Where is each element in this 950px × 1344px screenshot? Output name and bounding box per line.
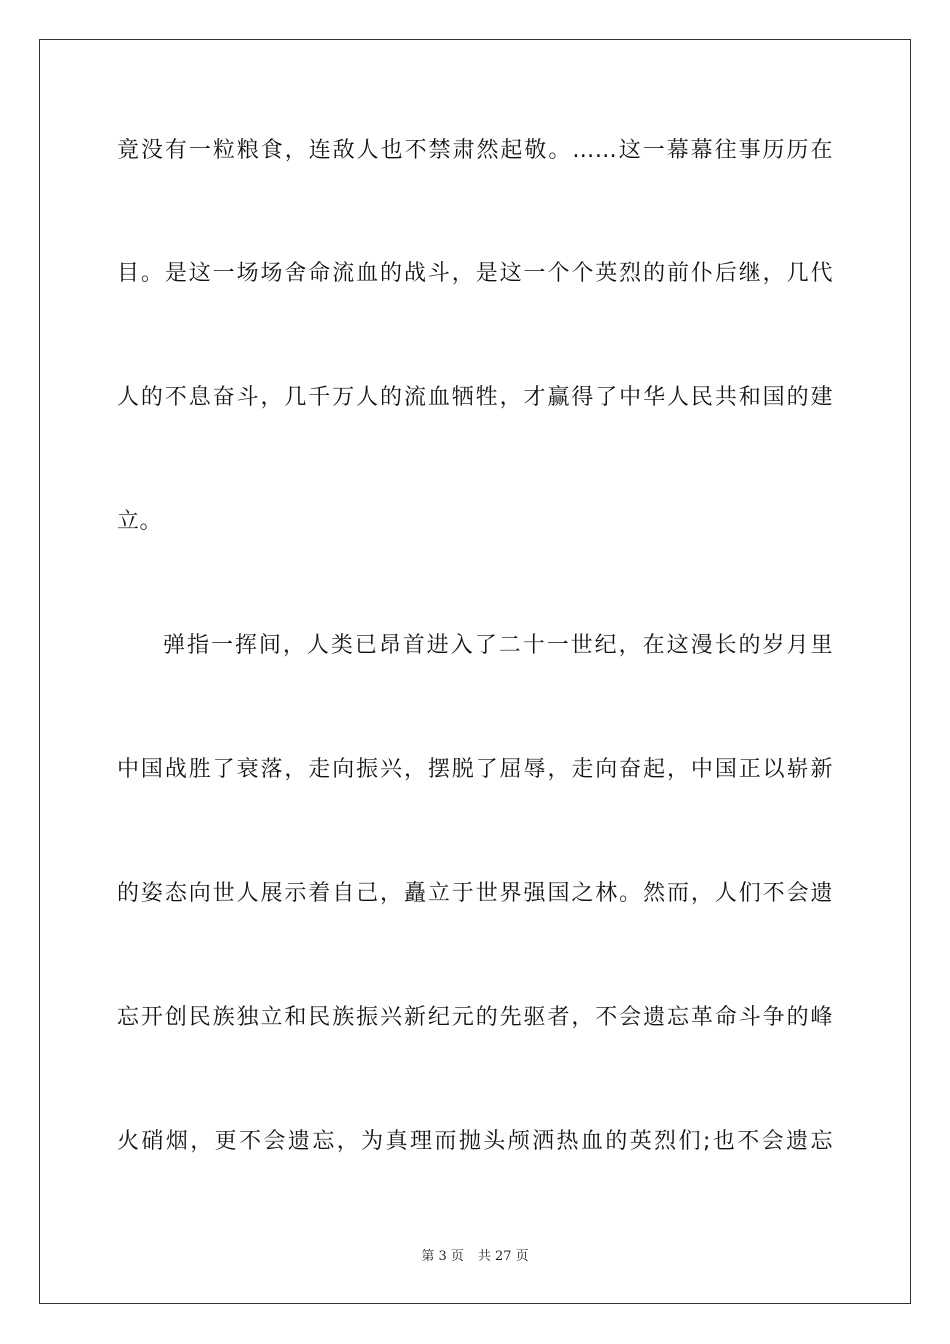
- text-line-2: 目。是这一场场舍命流血的战斗，是这一个个英烈的前仆后继，几代: [117, 261, 833, 286]
- text-line-5: 弹指一挥间，人类已昂首进入了二十一世纪，在这漫长的岁月里: [163, 633, 833, 658]
- total-pages: 共 27 页: [477, 1249, 529, 1264]
- text-line-6: 中国战胜了衰落，走向振兴，摆脱了屈辱，走向奋起，中国正以崭新: [117, 757, 833, 782]
- text-line-3: 人的不息奋斗，几千万人的流血牺牲，才赢得了中华人民共和国的建: [117, 385, 833, 410]
- text-line-1: 竟没有一粒粮食，连敌人也不禁肃然起敬。……这一幕幕往事历历在: [117, 138, 833, 163]
- page-border: [39, 39, 911, 1304]
- page-footer: [0, 1248, 950, 1266]
- text-line-7: 的姿态向世人展示着自己，矗立于世界强国之林。然而，人们不会遗: [117, 881, 833, 906]
- text-line-8: 忘开创民族独立和民族振兴新纪元的先驱者，不会遗忘革命斗争的峰: [117, 1005, 833, 1030]
- text-line-9: 火硝烟，更不会遗忘，为真理而抛头颅洒热血的英烈们;也不会遗忘: [117, 1129, 833, 1154]
- page-number: 第 3 页: [421, 1249, 464, 1264]
- text-line-4: 立。: [117, 509, 163, 534]
